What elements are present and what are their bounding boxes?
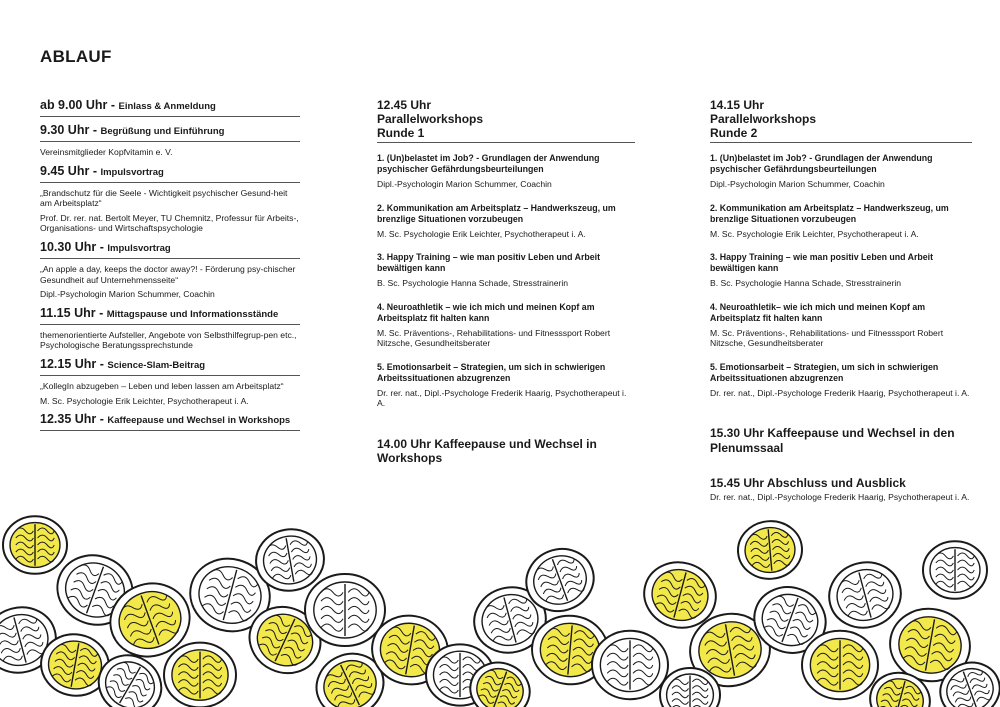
agenda-entry-heading: 9.30 Uhr - Begrüßung und Einführung [40,123,300,142]
workshop-item [710,153,972,190]
round1-break: 14.00 Uhr Kaffeepause und Wechsel in Workshops [377,436,597,465]
round1-column [377,98,635,466]
workshop-speaker: M. Sc. Psychologie Erik Leichter, Psychotherapeut i. A. [710,228,919,239]
workshop-item [710,362,972,399]
agenda-text: „Brandschutz für die Seele - Wichtigkeit psychischer Gesund-heit am Arbeitsplatz“ [40,187,288,209]
agenda-label: Science-Slam-Beitrag [107,359,206,371]
workshop-speaker: Dr. rer. nat., Dipl.-Psychologe Frederik Haarig, Psychotherapeut i. A. [377,387,627,408]
workshop-title: 3. Happy Training – wie man positiv Leben und Arbeit bewältigen kann [710,252,934,273]
agenda-entry [40,240,300,300]
workshop-item [710,203,972,240]
brain-lemon-icon [923,541,987,599]
workshop-speaker: M. Sc. Präventions-, Rehabilitations- und Fitnesssport Robert Nitzsche, Gesundheitsberater [710,327,944,348]
agenda-entry-heading: ab 9.00 Uhr - Einlass & Anmeldung [40,98,300,117]
workshop-title: 4. Neuroathletik– wie ich mich und meinen Kopf am Arbeitsplatz fit halten kann [710,301,926,323]
agenda-time: 12.15 Uhr [40,356,97,371]
round1-heading-line: Parallelworkshops [377,112,484,126]
workshop-item [377,302,635,349]
workshop-title: 2. Kommunikation am Arbeitsplatz – Handwerkszeug, um brenzlige Situationen vorzubeugen [377,202,616,224]
agenda-entry [40,98,300,117]
round1-heading [377,98,635,143]
workshop-title: 5. Emotionsarbeit – Strategien, um sich in schwierigen Arbeitssituationen abzugrenzen [377,361,606,383]
workshop-speaker: Dipl.-Psychologin Marion Schummer, Coachin [377,179,552,189]
workshop-title: 4. Neuroathletik – wie ich mich und meinen Kopf am Arbeitsplatz fit halten kann [377,301,595,323]
agenda-text: Vereinsmitglieder Kopfvitamin e. V. [40,147,173,157]
workshop-title: 3. Happy Training – wie man positiv Leben und Arbeit bewältigen kann [377,252,601,273]
workshop-title: 2. Kommunikation am Arbeitsplatz – Handwerkszeug, um brenzlige Situationen vorzubeugen [710,202,949,224]
workshop-speaker: B. Sc. Psychologie Hanna Schade, Stresstrainerin [710,278,902,288]
round1-heading-line: Runde 1 [377,126,425,140]
agenda-entry [40,306,300,351]
brain-lemon-decoration [0,500,1000,707]
brain-lemon-icon [802,631,878,699]
agenda-text: „An apple a day, keeps the doctor away?! - Förderung psy-chischer Gesundheit auf Unternehmensseite“ [40,263,296,285]
agenda-entry [40,357,300,406]
workshop-speaker: Dipl.-Psychologin Marion Schummer, Coachin [710,179,885,189]
round2-heading-line: Parallelworkshops [710,112,817,126]
agenda-entry-heading: 10.30 Uhr - Impulsvortrag [40,240,300,259]
workshop-item [377,153,635,190]
round1-heading-line: 12.45 Uhr [377,98,432,112]
agenda-time: 12.35 Uhr [40,412,97,427]
workshop-item [710,302,972,349]
agenda-entry-heading: 12.15 Uhr - Science-Slam-Beitrag [40,357,300,376]
agenda-text: themenorientierte Aufsteller, Angebote von Selbsthilfegrup-pen etc., Psychologische Beratungssprechstunde [40,329,297,351]
round2-heading-line: Runde 2 [710,126,758,140]
workshop-item [377,252,635,289]
round2-heading-line: 14.15 Uhr [710,98,765,112]
workshop-item [377,362,635,409]
workshop-title: 1. (Un)belastet im Job? - Grundlagen der Anwendung psychischer Gefährdungsbeurteilungen [710,153,933,174]
agenda-entry [40,123,300,158]
closing-title: 15.45 Uhr Abschluss und Ausblick [710,476,906,490]
agenda-label: Kaffeepause und Wechsel in Workshops [107,415,291,427]
agenda-entry [40,164,300,234]
agenda-time: 9.30 Uhr [40,123,90,137]
agenda-entry-heading: 9.45 Uhr - Impulsvortrag [40,164,300,183]
agenda-time: 9.45 Uhr [40,163,90,178]
agenda-label: Mittagspause und Informationsstände [106,308,279,320]
workshop-item [710,252,972,289]
page-title: ABLAUF [40,47,112,66]
agenda-column [40,98,300,437]
workshop-speaker: M. Sc. Präventions-, Rehabilitations- und Fitnesssport Robert Nitzsche, Gesundheitsberater [377,327,611,348]
agenda-text: Prof. Dr. rer. nat. Bertolt Meyer, TU Chemnitz, Professur für Arbeits-, Organisations- und Wirtschaftspsychologie [40,212,299,234]
workshop-speaker: M. Sc. Psychologie Erik Leichter, Psychotherapeut i. A. [377,228,586,239]
brain-lemon-icon [164,643,236,707]
brain-lemon-icon [3,516,67,574]
workshop-speaker: Dr. rer. nat., Dipl.-Psychologe Frederik Haarig, Psychotherapeut i. A. [710,387,970,398]
agenda-text: Dipl.-Psychologin Marion Schummer, Coachin [40,289,215,300]
agenda-label: Begrüßung und Einführung [100,126,225,137]
agenda-entry-heading: 11.15 Uhr - Mittagspause und Informationsstände [40,306,300,325]
agenda-time: 10.30 Uhr [40,239,97,254]
agenda-label: Einlass & Anmeldung [118,101,216,112]
agenda-label: Impulsvortrag [107,242,171,254]
round2-column [710,98,972,506]
brain-lemon-icon [822,554,908,635]
round2-break: 15.30 Uhr Kaffeepause und Wechsel in den Plenumssaal [710,426,955,455]
workshop-title: 5. Emotionsarbeit – Strategien, um sich in schwierigen Arbeitssituationen abzugrenzen [710,361,939,383]
brain-lemon-icon [305,574,385,646]
agenda-text: M. Sc. Psychologie Erik Leichter, Psychotherapeut i. A. [40,395,249,406]
agenda-entry-heading: 12.35 Uhr - Kaffeepause und Wechsel in Workshops [40,412,300,431]
agenda-text: „KollegIn abzugeben – Leben und leben lassen am Arbeitsplatz“ [40,380,284,391]
workshop-speaker: B. Sc. Psychologie Hanna Schade, Stresstrainerin [377,278,569,288]
round2-heading [710,98,972,143]
agenda-time: 11.15 Uhr [40,305,96,320]
agenda-entry [40,412,300,431]
workshop-title: 1. (Un)belastet im Job? - Grundlagen der Anwendung psychischer Gefährdungsbeurteilungen [377,153,600,174]
agenda-label: Impulsvortrag [100,166,164,178]
brain-lemon-icon [736,519,805,582]
closing-speaker: Dr. rer. nat., Dipl.-Psychologe Frederik Haarig, Psychotherapeut i. A. [710,491,970,502]
workshop-item [377,203,635,240]
agenda-time: ab 9.00 Uhr [40,98,108,112]
brain-lemon-icon [592,631,668,699]
